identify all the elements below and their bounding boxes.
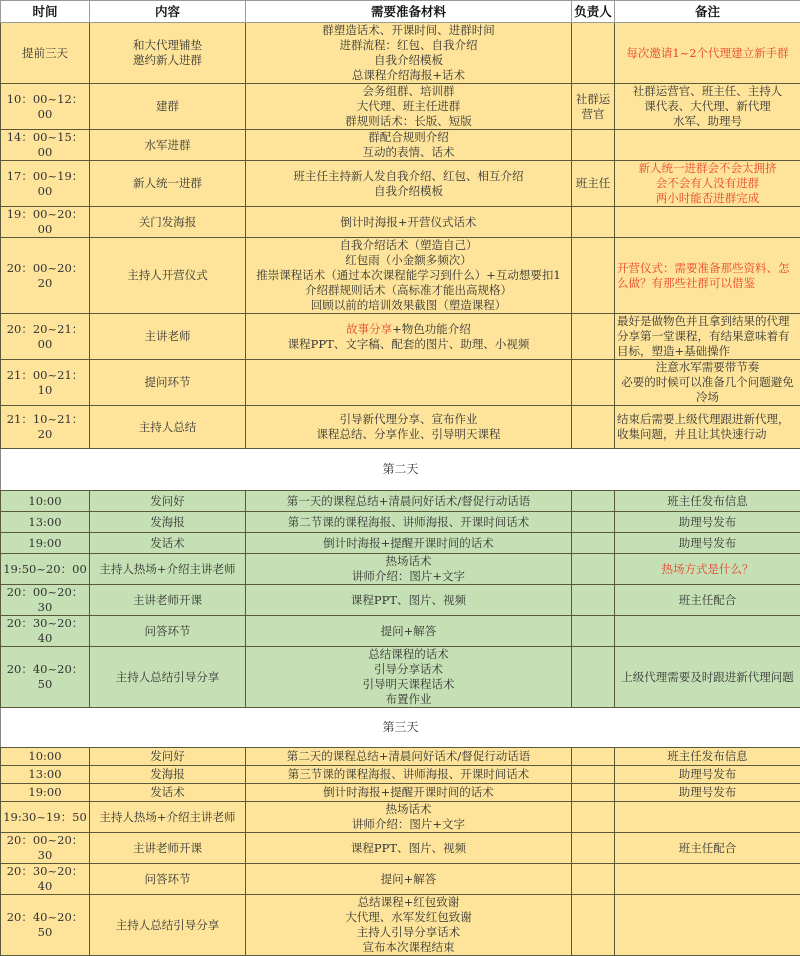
content-cell [90,360,246,406]
notes-cell: 班主任配合 [615,585,800,616]
time-cell: 13:00 [1,766,90,784]
material-line: 倒计时海报+开营仪式话术 [248,215,569,230]
owner-cell [572,360,615,406]
table-row [1,554,800,585]
time-cell: 19:50~20：00 [1,554,90,585]
table-row [1,766,800,784]
time-cell: 20：30~20：40 [1,864,90,895]
materials-cell [246,23,572,84]
content-cell: 主持人热场+介绍主讲老师 [90,554,246,585]
time-cell [1,238,90,314]
owner-text: 社群运营官 [576,92,611,121]
time-text: 14：00~15：00 [7,130,84,159]
owner-cell [572,554,615,585]
notes-cell [615,161,800,207]
content-cell [90,238,246,314]
materials-cell: 课程PPT、图片、视频 [246,833,572,864]
time-cell: 13:00 [1,512,90,533]
time-cell: 10:00 [1,748,90,766]
time-text: 17：00~19：00 [7,169,84,198]
note-line: 每次邀请1~2个代理建立新手群 [617,46,798,61]
owner-cell [572,533,615,554]
time-text: 提前三天 [22,46,68,60]
material-line: 大代理、班主任进群 [248,99,569,114]
day-label-row [1,708,800,748]
materials-cell [246,130,572,161]
materials-cell [246,161,572,207]
material-line: 引导明天课程话术 [248,677,569,692]
table-row [1,833,800,864]
material-line: 热场话术 [248,554,569,569]
time-text: 21：00~21：10 [7,368,84,397]
table-row [1,647,800,708]
material-line: 讲师介绍：图片+文字 [248,817,569,832]
note-line: 结束后需要上级代理跟进新代理，收集问题，并且让其快速行动 [617,412,790,441]
header-time: 时间 [1,1,90,23]
owner-text: 班主任 [576,176,611,190]
content-line: 主讲老师 [92,329,243,344]
table-row [1,895,800,956]
materials-cell: 提问+解答 [246,616,572,647]
note-line: 必要的时候可以准备几个问题避免冷场 [621,375,794,404]
notes-cell: 助理号发布 [615,512,800,533]
note-line: 会不会有人没有进群 [617,176,798,191]
materials-cell [246,895,572,956]
notes-cell [615,130,800,161]
materials-cell [246,207,572,238]
table-row [1,238,800,314]
material-line: 课程PPT、文字稿、配套的图片、助理、小视频 [248,337,569,352]
owner-cell [572,802,615,833]
table-row [1,360,800,406]
content-line: 新人统一进群 [92,176,243,191]
owner-cell [572,314,615,360]
material-line: 总课程介绍海报+话术 [248,68,569,83]
material-line: 群配合规则介绍 [248,130,569,145]
content-cell: 主讲老师开课 [90,833,246,864]
time-cell: 19:00 [1,784,90,802]
note-line: 新人统一进群会不会太拥挤 [617,161,798,176]
time-text: 20：20~21：00 [7,322,84,351]
material-line: 群塑造话术、开课时间、进群时间 [248,23,569,38]
material-line: +物色功能介绍 [392,322,471,336]
owner-cell [572,491,615,512]
notes-cell: 上级代理需要及时跟进新代理问题 [615,647,800,708]
materials-cell [246,238,572,314]
material-line: 总结课程的话术 [248,647,569,662]
content-cell: 发话术 [90,784,246,802]
note-line: 开营仪式：需要准备那些资料、怎么做？有那些社群可以借鉴 [617,261,790,290]
notes-cell [615,406,800,449]
material-line: 自我介绍模板 [248,184,569,199]
material-line: 回顾以前的培训效果截图（塑造课程） [248,298,569,313]
materials-cell: 倒计时海报+提醒开课时间的话术 [246,784,572,802]
materials-cell: 倒计时海报+提醒开课时间的话术 [246,533,572,554]
note-line: 注意水军需要带节奏 [617,360,798,375]
header-materials: 需要准备材料 [246,1,572,23]
materials-cell: 课程PPT、图片、视频 [246,585,572,616]
owner-cell [572,130,615,161]
table-row [1,533,800,554]
content-cell: 主持人热场+介绍主讲老师 [90,802,246,833]
material-line: 红包雨（小金额多频次） [248,253,569,268]
table-row [1,130,800,161]
notes-cell: 班主任发布信息 [615,491,800,512]
materials-cell [246,802,572,833]
time-cell [1,314,90,360]
owner-cell [572,84,615,130]
materials-cell [246,314,572,360]
material-line: 大代理、水军发红包致谢 [248,910,569,925]
content-line: 关门发海报 [92,215,243,230]
note-line: 两小时能否进群完成 [617,191,798,206]
notes-cell: 助理号发布 [615,784,800,802]
material-line: 课程总结、分享作业、引导明天课程 [248,427,569,442]
material-line: 总结课程+红包致谢 [248,895,569,910]
table-row [1,207,800,238]
notes-cell [615,360,800,406]
materials-cell: 第二天的课程总结+清晨问好话术/督促行动话语 [246,748,572,766]
day-label-row [1,449,800,491]
material-line: 讲师介绍：图片+文字 [248,569,569,584]
owner-cell [572,585,615,616]
note-line: 社群运营官、班主任、主持人 [617,84,798,99]
material-line: 进群流程：红包、自我介绍 [248,38,569,53]
time-cell [1,406,90,449]
notes-cell [615,616,800,647]
notes-cell: 班主任发布信息 [615,748,800,766]
material-line: 热场话术 [248,802,569,817]
material-line: 群规则话术：长版、短版 [248,114,569,129]
materials-cell [246,360,572,406]
notes-cell: 助理号发布 [615,766,800,784]
day3-label: 第三天 [1,708,800,748]
content-cell: 发问好 [90,748,246,766]
time-cell [1,84,90,130]
material-highlight: 故事分享 [346,322,392,336]
owner-cell [572,512,615,533]
table-row [1,784,800,802]
content-cell: 发海报 [90,766,246,784]
material-line: 介绍群规则话术（高标准才能出高规格） [248,283,569,298]
header-row [1,1,800,23]
header-notes: 备注 [615,1,800,23]
material-line: 主持人引导分享话术 [248,925,569,940]
material-line: 布置作业 [248,692,569,707]
content-line: 和大代理铺垫 [92,38,243,53]
materials-cell [246,84,572,130]
materials-cell [246,554,572,585]
notes-cell [615,84,800,130]
header-content: 内容 [90,1,246,23]
material-line: 自我介绍模板 [248,53,569,68]
materials-cell [246,647,572,708]
materials-cell: 提问+解答 [246,864,572,895]
content-cell: 问答环节 [90,616,246,647]
time-cell: 20：00~20：30 [1,585,90,616]
table-row [1,23,800,84]
time-cell: 20：40~20：50 [1,895,90,956]
time-text: 10：00~12：00 [7,92,84,121]
time-cell: 20：30~20：40 [1,616,90,647]
materials-cell: 第二节课的课程海报、讲师海报、开课时间话术 [246,512,572,533]
materials-cell: 第三节课的课程海报、讲师海报、开课时间话术 [246,766,572,784]
notes-cell [615,895,800,956]
material-line: 自我介绍话术（塑造自己） [248,238,569,253]
time-text: 20：00~20：20 [7,261,84,290]
time-cell [1,130,90,161]
content-cell [90,23,246,84]
owner-cell [572,207,615,238]
content-cell: 发话术 [90,533,246,554]
time-cell: 20：40~20：50 [1,647,90,708]
table-row [1,491,800,512]
content-cell: 发问好 [90,491,246,512]
note-line: 最好是做物色并且拿到结果的代理分享第一堂课程，有结果意味着有目标，塑造+基础操作 [617,314,790,358]
owner-cell [572,616,615,647]
notes-cell [615,238,800,314]
notes-cell: 助理号发布 [615,533,800,554]
content-cell [90,314,246,360]
table-row [1,161,800,207]
material-line: 宣布本次课程结束 [248,940,569,955]
content-cell: 主持人总结引导分享 [90,895,246,956]
notes-cell [615,23,800,84]
notes-cell [615,802,800,833]
materials-cell [246,406,572,449]
content-cell: 主讲老师开课 [90,585,246,616]
owner-cell [572,784,615,802]
time-text: 21：10~21：20 [7,412,84,441]
owner-cell [572,748,615,766]
time-text: 19：00~20：00 [7,207,84,236]
table-row [1,84,800,130]
content-line: 建群 [92,99,243,114]
content-cell [90,161,246,207]
owner-cell [572,406,615,449]
time-cell [1,23,90,84]
content-cell [90,84,246,130]
time-cell: 19:30~19：50 [1,802,90,833]
material-line: 引导分享话术 [248,662,569,677]
content-line: 主持人开营仪式 [92,268,243,283]
owner-cell [572,895,615,956]
notes-cell [615,207,800,238]
content-line: 主持人总结 [92,420,243,435]
content-cell [90,207,246,238]
time-cell [1,207,90,238]
material-line: 班主任主持新人发自我介绍、红包、相互介绍 [248,169,569,184]
time-cell: 20：00~20：30 [1,833,90,864]
table-row [1,314,800,360]
material-line: 引导新代理分享、宣布作业 [248,412,569,427]
owner-cell [572,23,615,84]
note-line: 课代表、大代理、新代理 [617,99,798,114]
note-line: 水军、助理号 [617,114,798,129]
content-cell: 问答环节 [90,864,246,895]
notes-cell: 热场方式是什么？ [615,554,800,585]
table-row [1,512,800,533]
time-cell [1,360,90,406]
content-cell: 发海报 [90,512,246,533]
day2-label: 第二天 [1,449,800,491]
content-cell [90,130,246,161]
time-cell: 10:00 [1,491,90,512]
material-line: 会务组群、培训群 [248,84,569,99]
content-cell [90,406,246,449]
owner-cell [572,833,615,864]
table-row [1,406,800,449]
header-owner: 负责人 [572,1,615,23]
table-row [1,748,800,766]
table-row [1,802,800,833]
owner-cell [572,766,615,784]
notes-cell: 班主任配合 [615,833,800,864]
content-line: 水军进群 [92,138,243,153]
schedule-body [1,23,800,956]
content-line: 提问环节 [92,375,243,390]
time-cell: 19:00 [1,533,90,554]
owner-cell [572,161,615,207]
owner-cell [572,238,615,314]
table-row [1,616,800,647]
time-cell [1,161,90,207]
content-line: 邀约新人进群 [92,53,243,68]
table-row [1,585,800,616]
material-line: 互动的表情、话术 [248,145,569,160]
owner-cell [572,647,615,708]
materials-cell: 第一天的课程总结+清晨问好话术/督促行动话语 [246,491,572,512]
content-cell: 主持人总结引导分享 [90,647,246,708]
material-line: 推崇课程话术（通过本次课程能学习到什么）+互动想要扣1 [248,268,569,283]
notes-cell [615,314,800,360]
